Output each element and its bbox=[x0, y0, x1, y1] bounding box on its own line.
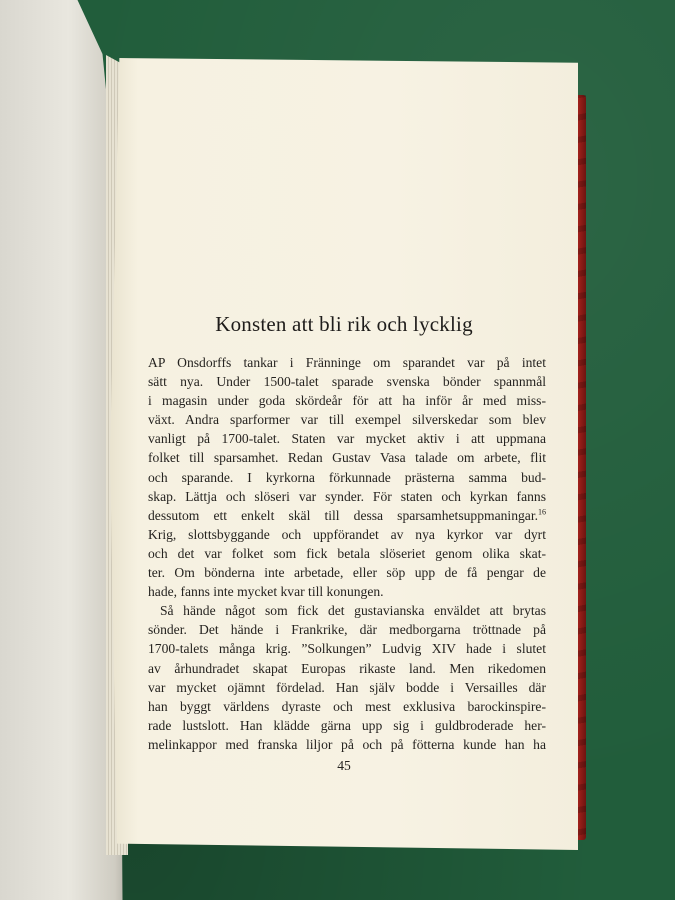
paragraph bbox=[148, 353, 546, 601]
text-line: och sparande. I kyrkorna förkunnade prästerna samma bud- bbox=[148, 469, 546, 485]
text-line: sönder. Det hände i Frankrike, där medborgarna tröttnade på bbox=[148, 622, 546, 638]
text-line bbox=[148, 506, 546, 525]
text-line: ter. Om bönderna inte arbetade, eller söp upp de få pengar de bbox=[148, 565, 546, 581]
line-text: dessutom ett enkelt skäl till dessa sparsamhetsuppmaningar. bbox=[148, 507, 538, 523]
text-line: folket till sparsamhet. Redan Gustav Vasa talade om arbete, flit bbox=[148, 450, 546, 466]
text-line: och det var folket som fick betala slöseriet genom olika skat- bbox=[148, 545, 546, 561]
text-line: Krig, slottsbyggande och uppförandet av nya kyrkor var dyrt bbox=[148, 526, 546, 542]
page-number: 45 bbox=[337, 758, 351, 773]
text-line: växt. Andra sparformer var till exempel silverskedar som blev bbox=[148, 412, 546, 428]
text-line: rade lustslott. Han klädde gärna upp sig i guldbroderade her- bbox=[148, 717, 546, 733]
text-line: han byggt världens dyraste och mest exklusiva barockinspire- bbox=[148, 698, 546, 714]
footnote-marker: 16 bbox=[538, 507, 546, 517]
text-line: vanligt på 1700-talet. Staten var mycket aktiv i att uppmana bbox=[148, 431, 546, 447]
text-line: melinkappor med franska liljor på och på fötterna kunde han ha bbox=[148, 736, 546, 752]
body-text bbox=[148, 353, 546, 754]
text-line: var mycket ojämnt fördelad. Han själv bodde i Versailles där bbox=[148, 679, 546, 695]
text-line: Så hände något som fick det gustavianska enväldet att brytas bbox=[160, 603, 546, 619]
text-line: hade, fanns inte mycket kvar till konungen. bbox=[148, 584, 384, 600]
text-line: av århundradet skapat Europas rikaste land. Men rikedomen bbox=[148, 660, 546, 676]
text-line: i magasin under goda skördeår för att ha inför år med miss- bbox=[148, 393, 546, 409]
paragraph bbox=[148, 601, 546, 754]
text-line: 1700-talets många krig. ”Solkungen” Ludvig XIV hade i slutet bbox=[148, 641, 546, 657]
text-line: AP Onsdorffs tankar i Fränninge om sparandet var på intet bbox=[148, 355, 546, 370]
text-line: sätt nya. Under 1500-talet sparade svenska bönder spannmål bbox=[148, 374, 546, 390]
chapter-title: Konsten att bli rik och lycklig bbox=[215, 312, 473, 336]
text-line: skap. Lättja och slöseri var synder. För staten och kyrkan fanns bbox=[148, 488, 546, 504]
